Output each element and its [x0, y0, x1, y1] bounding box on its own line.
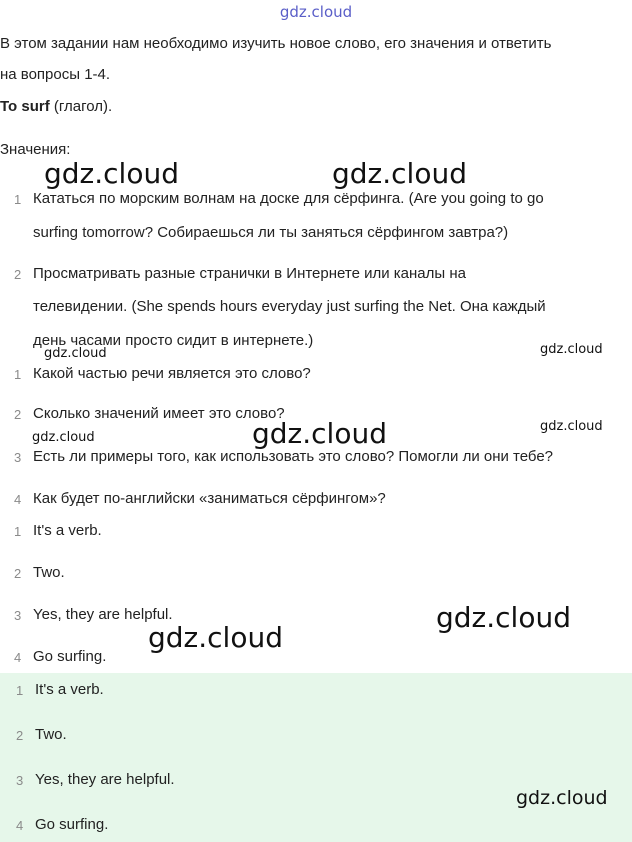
- watermark: gdz.cloud: [540, 342, 603, 357]
- site-logo[interactable]: gdz.cloud: [279, 3, 353, 21]
- answer-number: 2: [14, 566, 22, 581]
- watermark: gdz.cloud: [148, 621, 283, 654]
- question-1: Какой частью речи является это слово?: [33, 365, 311, 382]
- highlighted-answer-1: It's a verb.: [35, 681, 104, 698]
- answer-number: 4: [14, 650, 22, 665]
- answer-number: 4: [16, 818, 24, 833]
- meaning-number: 2: [14, 267, 22, 282]
- watermark: gdz.cloud: [44, 157, 179, 190]
- watermark: gdz.cloud: [516, 787, 608, 809]
- meaning-1-line-1: Кататься по морским волнам на доске для сёрфинга. (Are you going to go: [33, 190, 544, 207]
- question-number: 2: [14, 407, 22, 422]
- highlighted-answer-2: Two.: [35, 726, 67, 743]
- answer-4: Go surfing.: [33, 648, 107, 665]
- meanings-title: Значения:: [0, 141, 71, 158]
- watermark: gdz.cloud: [32, 430, 95, 445]
- answer-number: 3: [16, 773, 24, 788]
- word-part-of-speech: (глагол).: [49, 98, 113, 115]
- meaning-number: 1: [14, 192, 22, 207]
- intro-line-2: на вопросы 1-4.: [0, 66, 111, 83]
- answer-block: [0, 673, 632, 842]
- watermark: gdz.cloud: [44, 346, 107, 361]
- meaning-2-line-3: день часами просто сидит в интернете.): [33, 332, 314, 349]
- answer-number: 1: [14, 524, 22, 539]
- watermark: gdz.cloud: [540, 419, 603, 434]
- question-3: Есть ли примеры того, как использовать это слово? Помогли ли они тебе?: [33, 448, 554, 465]
- word-definition: [0, 98, 112, 115]
- word: To surf: [0, 98, 50, 115]
- question-number: 3: [14, 450, 22, 465]
- watermark: gdz.cloud: [436, 601, 571, 634]
- meaning-2-line-1: Просматривать разные странички в Интернете или каналы на: [33, 265, 466, 282]
- question-number: 1: [14, 367, 22, 382]
- answer-3: Yes, they are helpful.: [33, 606, 173, 623]
- watermark: gdz.cloud: [252, 417, 387, 450]
- highlighted-answer-3: Yes, they are helpful.: [35, 771, 175, 788]
- answer-number: 2: [16, 728, 24, 743]
- question-number: 4: [14, 492, 22, 507]
- meaning-1-line-2: surfing tomorrow? Собираешься ли ты заняться сёрфингом завтра?): [33, 224, 509, 241]
- intro-line-1: В этом задании нам необходимо изучить новое слово, его значения и ответить: [0, 35, 552, 52]
- answer-number: 1: [16, 683, 24, 698]
- meaning-2-line-2: телевидении. (She spends hours everyday just surfing the Net. Она каждый: [33, 298, 546, 315]
- watermark: gdz.cloud: [332, 157, 467, 190]
- highlighted-answer-4: Go surfing.: [35, 816, 109, 833]
- question-4: Как будет по-английски «заниматься сёрфингом»?: [33, 490, 386, 507]
- answer-2: Two.: [33, 564, 65, 581]
- answer-1: It's a verb.: [33, 522, 102, 539]
- answer-number: 3: [14, 608, 22, 623]
- question-2: Сколько значений имеет это слово?: [33, 405, 285, 422]
